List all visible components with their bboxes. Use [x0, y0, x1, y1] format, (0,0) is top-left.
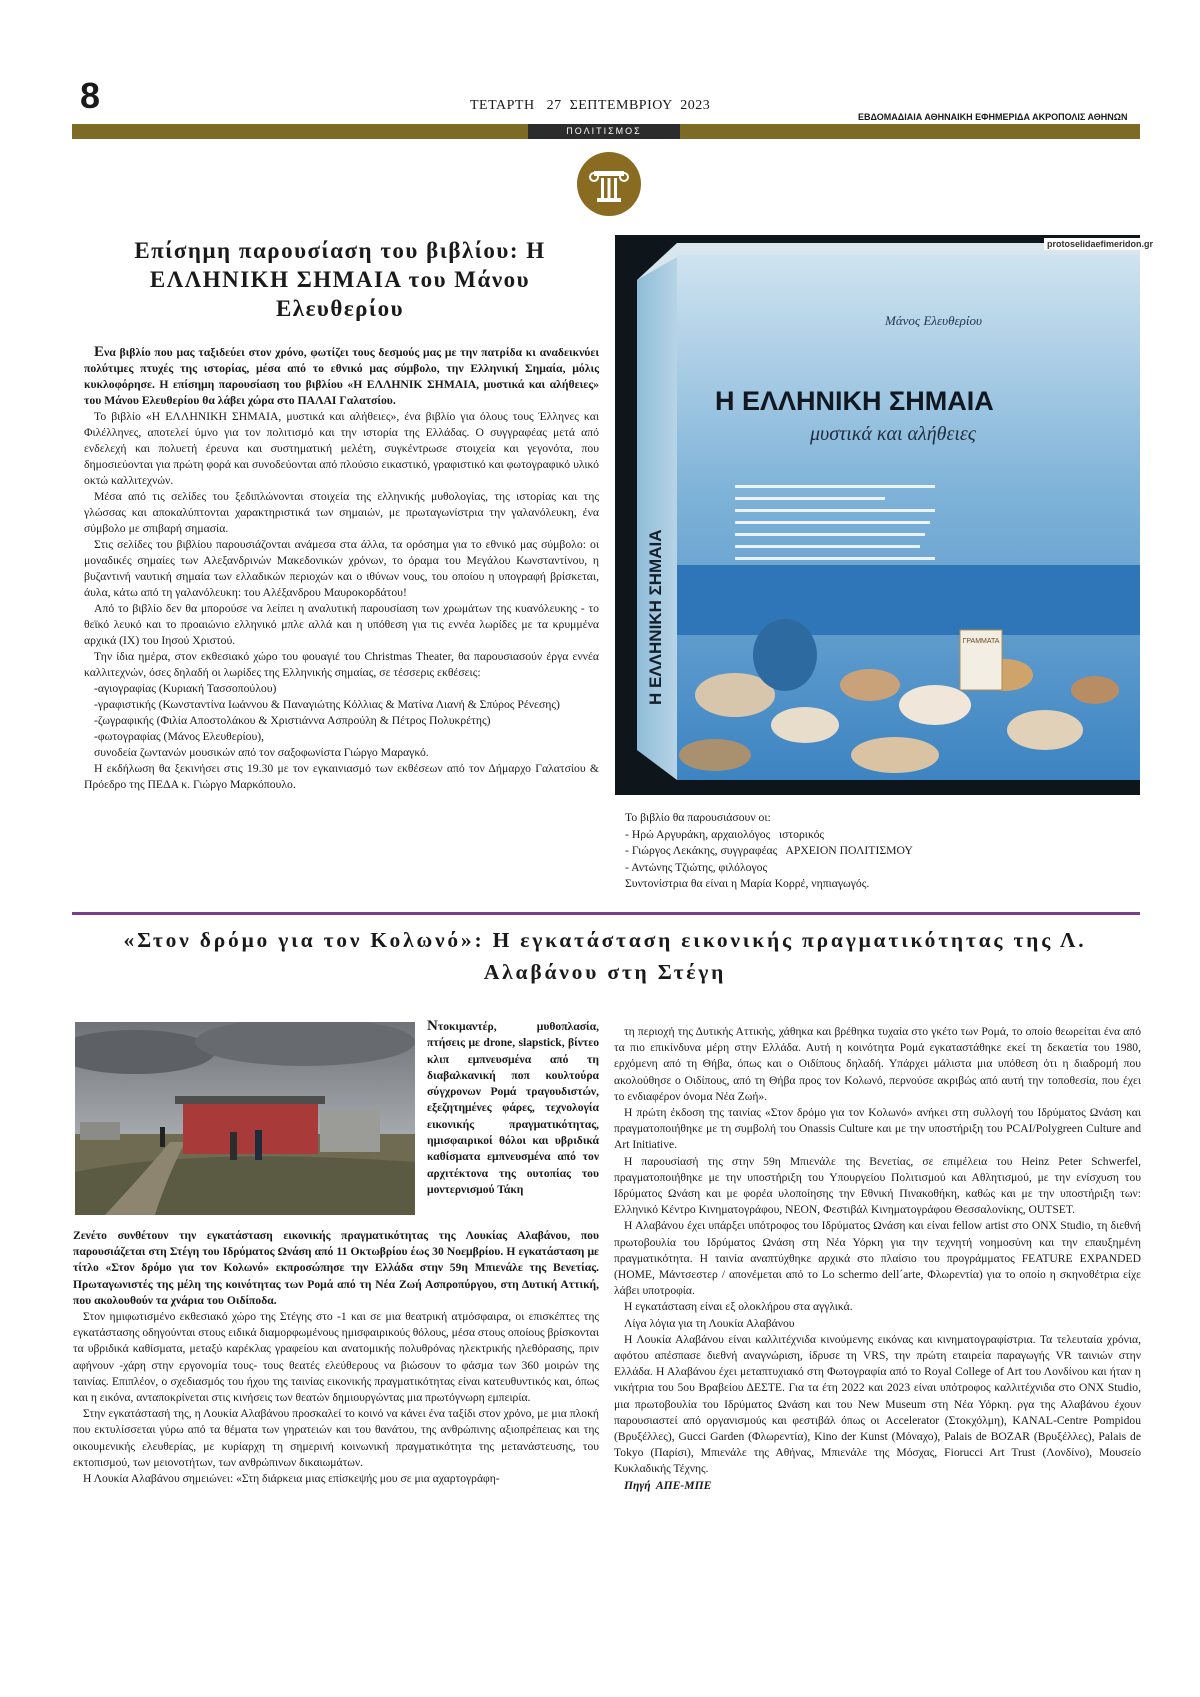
article-title: Επίσημη παρουσίαση του βιβλίου: Η ΕΛΛΗΝΙΚΗ ΣΗΜΑΙΑ του Μάνου Ελευθερίου: [134, 238, 546, 321]
speaker-item: - Γιώργος Λεκάκης, συγγραφέας ΑΡΧΕΙΟΝ ΠΟΛΙΤΙΣΜΟΥ: [625, 844, 913, 857]
exhibition-item: -γραφιστικής (Κωνσταντίνα Ιωάννου & Παναγιώτης Κόλλιας & Ματίνα Λιανή & Σπύρος Ρένεσης): [94, 698, 560, 711]
roma-settlement-photo: [75, 1022, 415, 1215]
paragraph: Στην εγκατάστασή της, η Λουκία Αλαβάνου προσκαλεί το κοινό να κάνει ένα ταξίδι στον χρόνο, με μια πλοκή που εκτυλίσσεται γύρω από τα θέματα των γηρατειών και του θανάτου, της ανθρώπινης αξιοπρέπειας και της οικουμενικής ελευθερίας, με κυρίαρχη τη σημερινή κοινωνική πραγματικότητα της μετανάστευσης, του εκτοπισμού, των μειονοτήτων, των ανθρώπινων δικαιωμάτων.: [73, 1407, 599, 1469]
article-column-left: [73, 1228, 599, 1487]
cover-subtitle: μυστικά και αλήθειες: [810, 423, 976, 445]
spine-title: Η ΕΛΛΗΝΙΚΗ ΣΗΜΑΙΑ: [646, 529, 665, 705]
exhibition-item: -αγιογραφίας (Κυριακή Τασσοπούλου): [94, 682, 277, 695]
subheading: Λίγα λόγια για τη Λουκία Αλαβάνου: [624, 1316, 795, 1330]
exhibition-item: -ζωγραφικής (Φιλία Αποστολάκου & Χριστιάννα Ασπρούλη & Πέτρος Πολυκρέτης): [94, 714, 491, 727]
speaker-item: - Αντώνης Τζιώτης, φιλόλογος: [625, 860, 768, 874]
paragraph: Στις σελίδες του βιβλίου παρουσιάζονται ανάμεσα στα άλλα, τα ορόσημα για το εθνικό μας σύμβολο: οι μοναδικές σημαίες των Αλεξανδρινών Μακεδονικών χρόνων, το όραμα του Μεγάλου Κωνσταντίνου, η βυζαντινή ναυτική σημαία των ελλαδικών περιοχών και ο ιθύνων νους, του οποίου η υπογραφή βρίσκεται, άυλα, κάτω από τη γαλανόλευκη: του Αλέξανδρου Μαυροκορδάτου!: [84, 538, 599, 599]
paragraph: Το βιβλίο «Η ΕΛΛΗΝΙΚΗ ΣΗΜΑΙΑ, μυστικά και αλήθειες», ένα βιβλίο για όλους τους Έλληνες και Φιλέλληνες, αποτελεί ύμνο για τον πολιτισμό και την ιστορία της Ελλάδας. Ο συγγραφέας μετά από ενδελεχή και πολυετή έρευνα και συστηματική μελέτη, συγκέντρωσε στοιχεία και γεγονότα, που δημοσιεύονται για πρώτη φορά και συνοδεύονται από πλούσιο εικαστικό, γραφιστικό και φωτογραφικό υλικό οκτώ καλλιτεχνών.: [84, 410, 599, 487]
cover-title: Η ΕΛΛΗΝΙΚΗ ΣΗΜΑΙΑ: [715, 386, 994, 416]
caption-intro: Το βιβλίο θα παρουσιάσουν οι:: [625, 811, 771, 824]
article-body: [84, 344, 599, 793]
drop-cap: Ε: [94, 344, 105, 360]
article-lead-2: Ντοκιμαντέρ, μυθοπλασία, πτήσεις με drone, slapstick, βίντεο κλιπ εμπνευσμένα από τη διαβαλκανική ποπ κουλτούρα σύγχρονων Ρομά τραγουδιστών, εξεζητημένες φάρες, τεχνολογία εικονικής πραγματικότητας, ημισφαιρικοί θόλοι και υβριδικά καθίσματα εμπνευσμένα από τον αρχιτέκτονα της ουτοπίας του μοντερνισμού Τάκη: [427, 1018, 599, 1196]
newspaper-name: ΕΒΔΟΜΑΔΙΑΙΑ ΑΘΗΝΑΙΚΗ ΕΦΗΜΕΡΙΔΑ ΑΚΡΟΠΟΛΙΣ ΑΘΗΝΩΝ: [858, 112, 1128, 122]
article-title-2: «Στον δρόμο για τον Κολωνό»: Η εγκατάσταση εικονικής πραγματικότητας της Λ. Αλαβάνου στη Στέγη: [123, 928, 1087, 984]
watermark: protoselidaefimeridon.gr: [1044, 238, 1156, 250]
paragraph: Η εγκατάσταση είναι εξ ολοκλήρου στα αγγλικά.: [624, 1300, 853, 1314]
paragraph: Η πρώτη έκδοση της ταινίας «Στον δρόμο για τον Κολωνό» ανήκει στη συλλογή του Ιδρύματος Ωνάση και πραγματοποιήθηκε με τη συμβολή του Onassis Culture και με την υποστήριξη του PCAI/Polygreen Culture and Art Initiative.: [614, 1106, 1141, 1152]
page-number: 8: [80, 75, 101, 116]
speaker-item: - Ηρώ Αργυράκη, αρχαιολόγος ιστορικός: [625, 827, 825, 841]
presenters-caption: [625, 810, 1125, 893]
paragraph: τη περιοχή της Δυτικής Αττικής, χάθηκα και βρέθηκα τυχαία στο γκέτο των Ρομά, το οποίο θεωρείται ένα από τα πιο επικίνδυνα μέρη στην Ελλάδα. Αυτή η κοινότητα Ρομά εγκαταστάθηκε εκεί τη δεκαετία του 1980, ερχόμενη από τη Θήβα, όπως και ο Οιδίπους δηλαδή. Υπάρχει μάλιστα μια υπόθεση ότι η διαδρομή που ακολούθησε ο Οιδίπους, από τη Θήβα προς τον Κολωνό, περνούσε ακριβώς από αυτή την τοποθεσία, που έχει το ενδιαφέρον όνομα Νέα Ζωή».: [614, 1025, 1141, 1103]
paragraph: Η παρουσίασή της στην 59η Μπιενάλε της Βενετίας, σε επιμέλεια του Heinz Peter Schwerfel, πραγματοποιήθηκε με την υποστήριξη του Υπουργείου Πολιτισμού και Αθλητισμού, με την ενίσχυση του Ιδρύματος Ωνάση και με φορέα υλοποίησης την Εθνική Πινακοθήκη, καθώς και με την υποστήριξη των: Ελληνικό Κέντρο Κινηματογράφου, NEON, Φεστιβάλ Κινηματογράφου Θεσσαλονίκης, OUTSET.: [614, 1154, 1141, 1217]
author-signature: Μάνος Ελευθερίου: [885, 313, 982, 328]
issue-date: ΤΕΤΑΡΤΗ 27 ΣΕΠΤΕΜΒΡΙΟΥ 2023: [470, 98, 711, 113]
section-label: ΠΟΛΙΤΙΣΜΟΣ: [528, 124, 680, 139]
paragraph: Η Λουκία Αλαβάνου είναι καλλιτέχνιδα κινούμενης εικόνας και κινηματογραφίστρια. Τα τελευταία χρόνια, αφότου απέσπασε διεθνή αναγνώριση, ίδρυσε τη VRS, την πρώτη εταιρεία παραγωγής VR ταινιών στην Ελλάδα. Η Αλαβάνου έχει μεταπτυχιακό στη Φωτογραφία από το Royal College of Art του Λονδίνου και ήταν η νικήτρια του 5ου Βραβείου ΔΕΣΤΕ. Για τα έτη 2022 και 2023 είναι υπότροφος καλλιτέχνιδα στο ONX Studio, μια πρωτοβουλία του Ιδρύματος Ωνάση και του New Museum στη Νέα Υόρκη. ργα της Αλαβάνου έχουν παρουσιαστεί από οργανισμούς και φεστιβάλ όπως οι Accelerator (Στοκχόλμη), KANAL-Centre Pompidou (Βρυξέλλες), Gucci Garden (Φλωρεντία), Kino der Kunst (Μόναχο), Palais de BOZAR (Βρυξέλλες), Palais de Tokyo (Παρίσι), Μπιενάλε της Αθήνας, Μπιενάλε της Μόσχας, Fiorucci Art Trust (Λονδίνο), Μουσείο Κυκλαδικής Τέχνης.: [614, 1332, 1141, 1476]
article-column-right: [614, 1024, 1141, 1494]
paragraph: Η Αλαβάνου έχει υπάρξει υπότροφος του Ιδρύματος Ωνάση και είναι fellow artist στο ONX Studio, τη διεθνή πρωτοβουλία του Ιδρύματος Ωνάση στη Νέα Υόρκη για την τεχνητή νοημοσύνη και την επαυξημένη πραγματικότητα. Η ταινία αναπτύχθηκε αρχικά στο πλαίσιο του προγράμματος FEATURE EXPANDED (HOME, Μάντσεστερ / απονέμεται από το Lo schermo dell´arte, Φλωρεντία) για το οποίο η σκηνοθέτρια είχε λάβει υποτροφία.: [614, 1219, 1141, 1298]
paragraph: Η εκδήλωση θα ξεκινήσει στις 19.30 με τον εγκαινιασμό των εκθέσεων από τον Δήμαρχο Γαλατσίου & Πρόεδρο της ΠΕΔΑ κ. Γιώργο Μαρκόπουλο.: [84, 762, 599, 791]
paragraph: Η Λουκία Αλαβάνου σημειώνει: «Στη διάρκεια μιας επίσκεψής μου σε μια αχαρτογράφη-: [83, 1472, 500, 1486]
exhibition-item: συνοδεία ζωντανών μουσικών από τον σαξοφωνίστα Γιώργο Μαραγκό.: [94, 746, 429, 759]
ionic-column-icon: [577, 152, 641, 216]
article-divider: [72, 912, 1140, 915]
paragraph: Στον ημιφωτισμένο εκθεσιακό χώρο της Στέγης στο -1 και σε μια θεατρική ατμόσφαιρα, οι επισκέπτες της εγκατάστασης οδηγούνται στους ειδικά διαμορφωμένους ημισφαιρικούς θόλους, μέσα στους οποίους βρίσκονται τα υβριδικά καθίσματα, μεταξύ καρέκλας γραφείου και ανατομικής πολυθρόνας ηλεκτρικής ηλεθόρασης, πριν αφήνουν -χάρη στην εργονομία τους- τους θεατές ελεύθερους να βιώσουν το φάσμα των 360 μοιρών της ταινίας. Επιπλέον, ο σχεδιασμός του ήχου της ταινίας εικονικής πραγματικότητας είναι κατευθυντικός και, όπως και η εικόνα, ανταποκρίνεται στις κινήσεις των θεατών δημιουργώντας μια πρωτόγνωρη εμπειρία.: [73, 1310, 599, 1405]
exhibition-item: -φωτογραφίας (Μάνος Ελευθερίου),: [94, 730, 265, 743]
book-cover-image: [615, 235, 1140, 795]
article-lead-continued: Ζενέτο συνθέτουν την εγκατάσταση εικονικής πραγματικότητας της Λουκίας Αλαβάνου, που παρουσιάζεται στη Στέγη του Ιδρύματος Ωνάση από 11 Οκτωβρίου έως 30 Νοεμβρίου. Η εγκατάσταση με τίτλο «Στον δρόμο για τον Κολωνό» εκπροσώπησε την Ελλάδα στην 59η Μπιενάλε της Βενετίας. Πρωταγωνιστές της μέλη της κοινότητας των Ρομά από τη Νέα Ζωή Ασπροπύργου, στη Δυτική Αττική, που ακολουθούν τα χνάρια του Οιδίποδα.: [73, 1229, 599, 1307]
drop-cap: Ν: [427, 1018, 438, 1034]
paragraph: Μέσα από τις σελίδες του ξεδιπλώνονται στοιχεία της ελληνικής μυθολογίας, της ιστορίας και της γλώσσας και αποκαλύπτονται χαρακτηριστικά των σημαιών, με πρωταγωνίστρια την γαλανόλευκη, ένα σύμβολο με σπιβαρή σημασία.: [84, 490, 599, 535]
publisher-logo: ΓΡΑΜΜΑΤΑ: [962, 638, 1000, 645]
coordinator: Συντονίστρια θα είναι η Μαρία Κορρέ, νηπιαγωγός.: [625, 877, 870, 890]
source-credit: Πηγή ΑΠΕ-ΜΠΕ: [624, 1478, 712, 1492]
paragraph: Την ίδια ημέρα, στον εκθεσιακό χώρο του φουαγιέ του Christmas Theater, θα παρουσιασούν έργα εννέα καλλιτεχνών, όσες δηλαδή οι λωρίδες της Ελληνικής σημαίας, σε τέσσερις εκθέσεις:: [84, 650, 599, 679]
paragraph: Από το βιβλίο δεν θα μπορούσε να λείπει η αναλυτική παρουσίαση των χρωμάτων της κυανόλευκης - το θεϊκό λευκό και το προαιώνιο ελληνικό μπλε αλλά και η υπόθεση για τις εννέα λωρίδες με τα κρυμμένα αρχικά (ΙΧ) του Ιησού Χριστού.: [84, 602, 599, 647]
article-lead: Ενα βιβλίο που μας ταξιδεύει στον χρόνο, φωτίζει τους δεσμούς μας με την πατρίδα κι αναδεικνύει πολύτιμες πτυχές της ιστορίας, μέσα από το εθνικό μας σύμβολο, την Ελληνική Σημαία, μόλις κυκλοφόρησε. Η επίσημη παρουσίαση του βιβλίου «Η ΕΛΛΗΝΙΚ ΣΗΜΑΙΑ, μυστικά και αλήθειες» του Μάνου Ελευθερίου θα λάβει χώρα στο ΠΑΛΑΙ Γαλατσίου.: [84, 344, 599, 407]
